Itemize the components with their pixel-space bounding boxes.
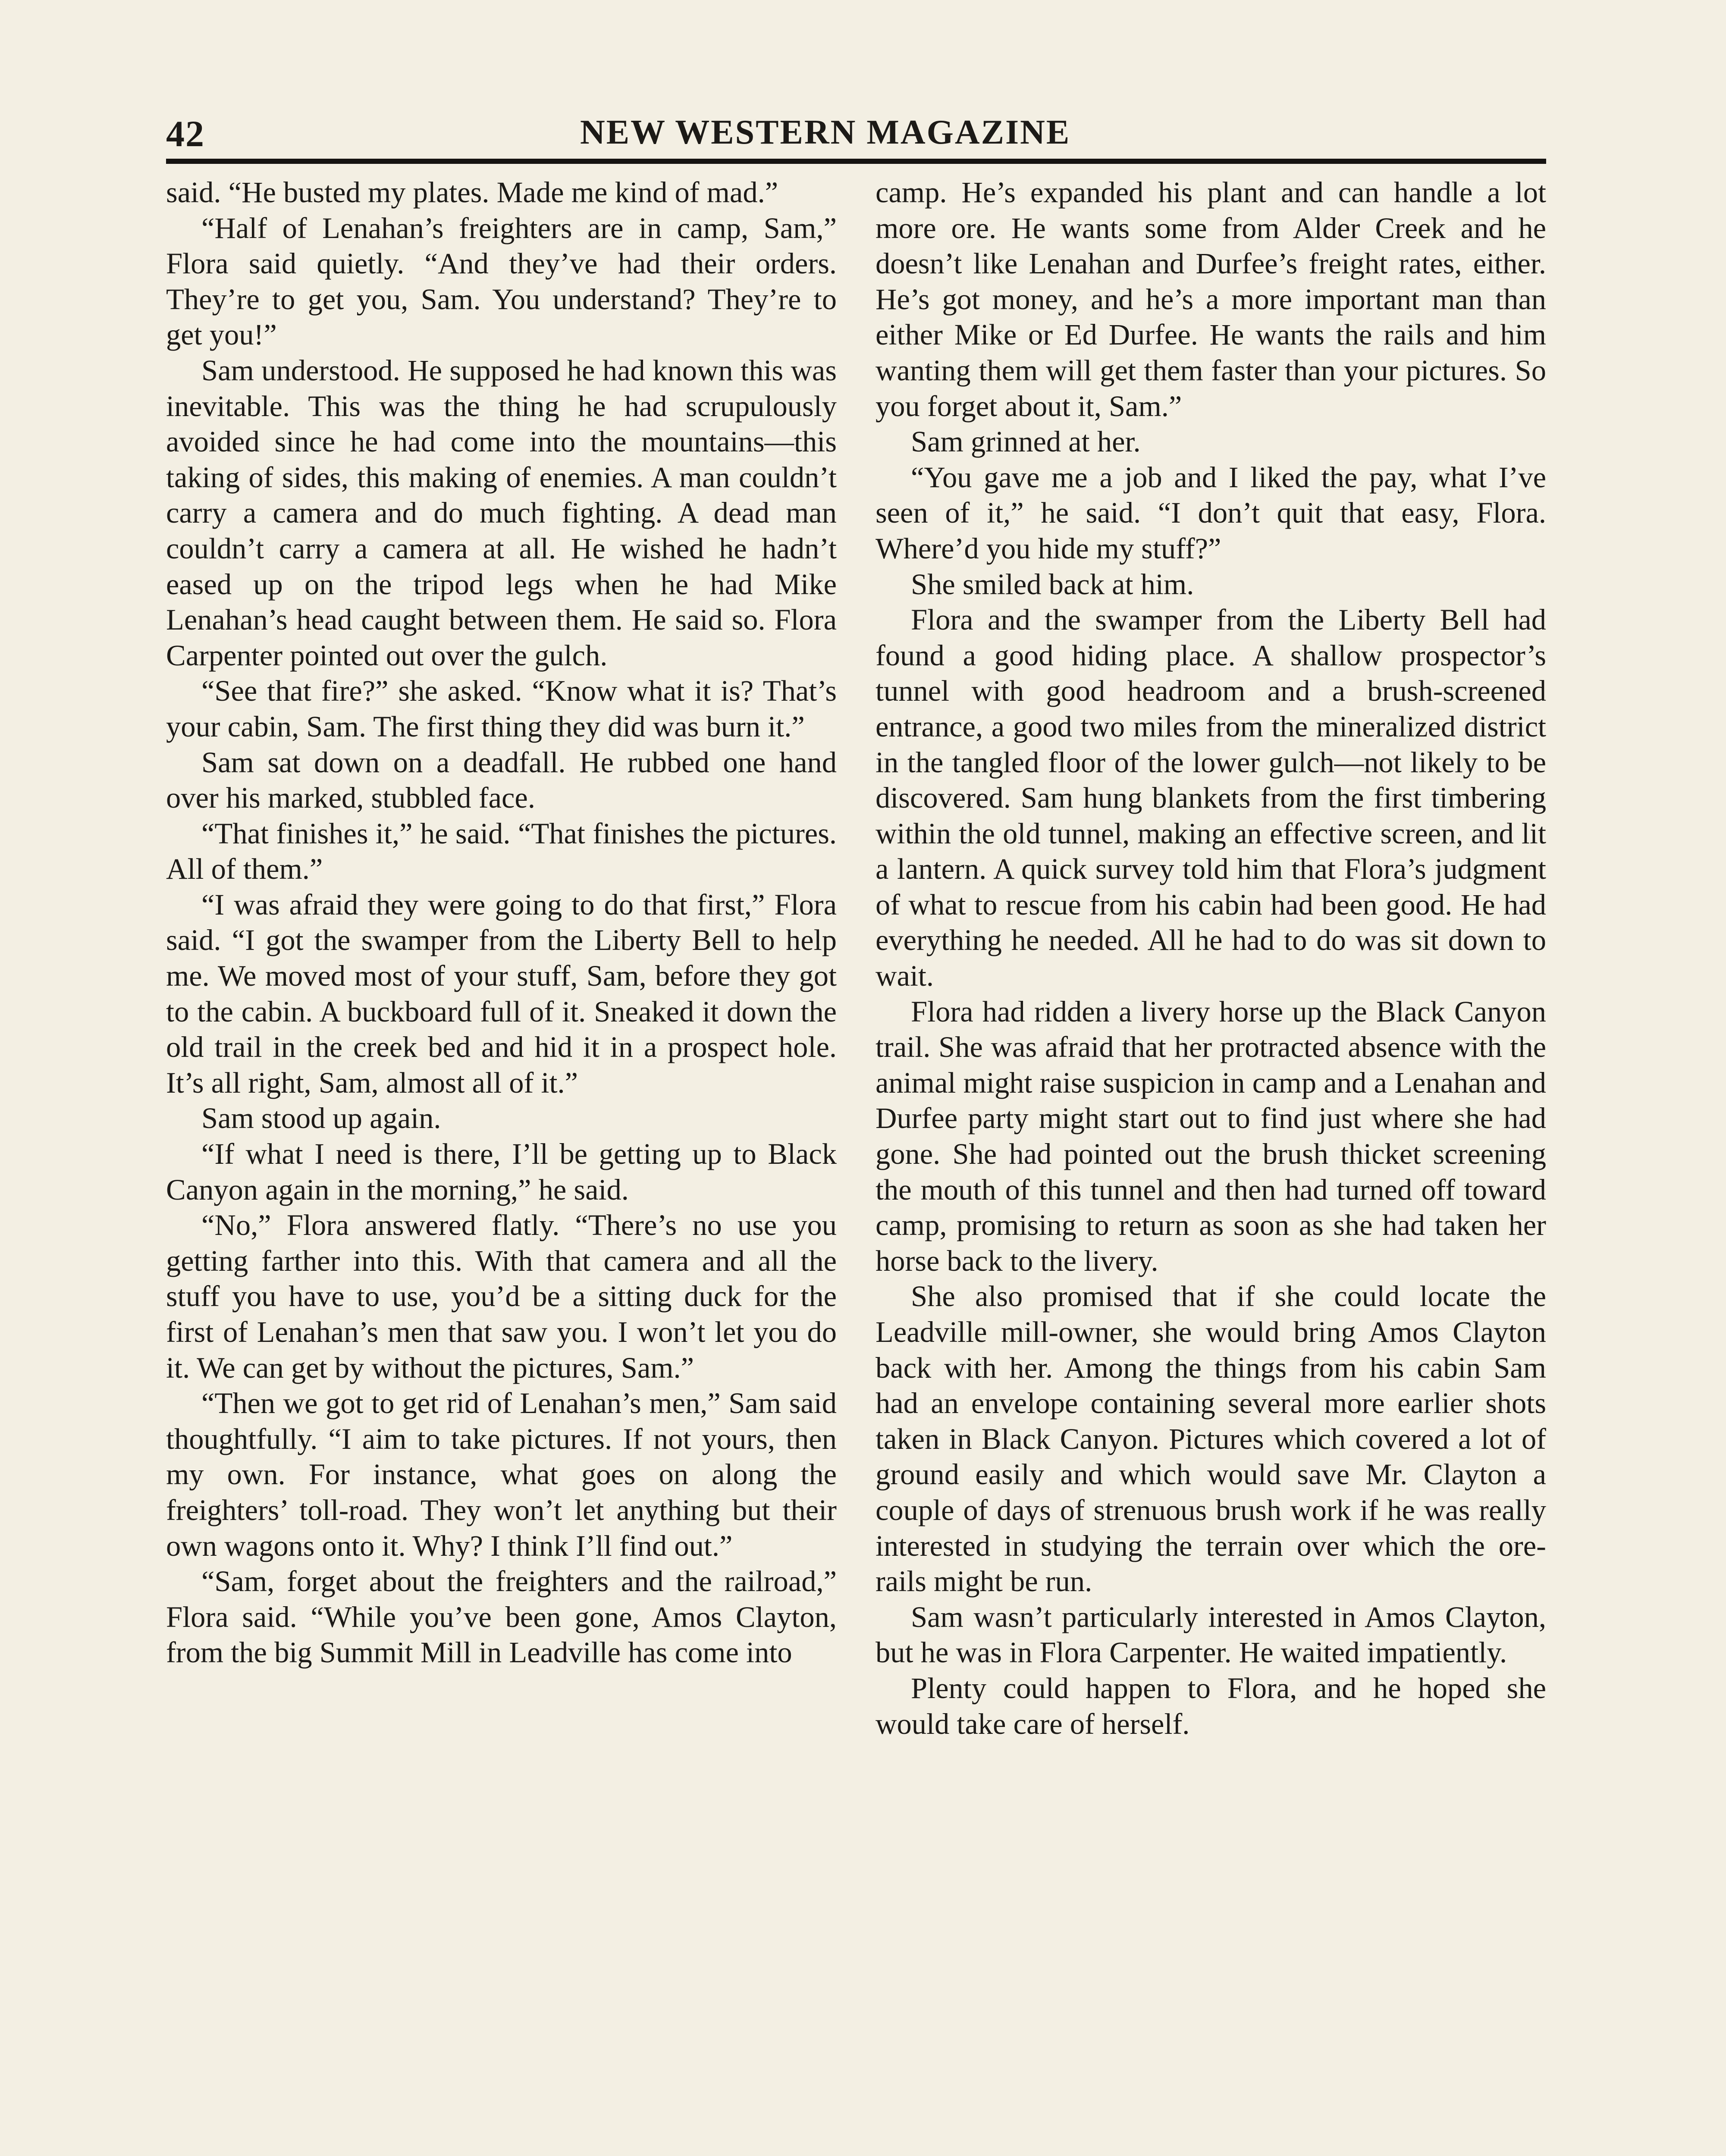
paragraph: “Sam, forget about the freighters and the railroad,” Flora said. “While you’ve been gone, Amos Clayton, from the big Summit Mill in Leadville has come into — [166, 1565, 837, 1669]
paragraph: Sam stood up again. — [201, 1102, 441, 1135]
paragraph: She smiled back at him. — [911, 567, 1194, 601]
left-column — [166, 175, 837, 2156]
paragraph: “I was afraid they were going to do that first,” Flora said. “I got the swamper from the Liberty Bell to help me. We moved most of your stuff, Sam, before they got to the cabin. A buckboard full of it. Sneaked it down the old trail in the creek bed and hid it in a prospect hole. It’s all right, Sam, almost all of it.” — [166, 888, 837, 1099]
page-number: 42 — [166, 113, 205, 154]
paragraph: camp. He’s expanded his plant and can handle a lot more ore. He wants some from Alder Creek and he doesn’t like Lenahan and Durfee’s freight rates, either. He’s got money, and he’s a more important man than either Mike or Ed Durfee. He wants the rails and him wanting them will get them faster than your pictures. So you forget about it, Sam.” — [876, 176, 1546, 423]
paragraph: Sam wasn’t particularly interested in Amos Clayton, but he was in Flora Carpenter. He waited impatiently. — [876, 1600, 1546, 1669]
paragraph: said. “He busted my plates. Made me kind of mad.” — [166, 176, 778, 209]
paragraph: Sam understood. He supposed he had known this was inevitable. This was the thing he had scrupulously avoided since he had come into the mountains—this taking of sides, this making of enemies. A man couldn’t carry a camera and do much fighting. A dead man couldn’t carry a camera at all. He wished he hadn’t eased up on the tripod legs when he had Mike Lenahan’s head caught between them. He said so. Flora Carpenter pointed out over the gulch. — [166, 354, 837, 672]
paragraph: Flora had ridden a livery horse up the Black Canyon trail. She was afraid that her protracted absence with the animal might raise suspicion in camp and a Lenahan and Durfee party might start out to find just where she had gone. She had pointed out the brush thicket screening the mouth of this tunnel and then had turned off toward camp, promising to return as soon as she had taken her horse back to the livery. — [876, 995, 1546, 1277]
paragraph: She also promised that if she could locate the Leadville mill-owner, she would bring Amos Clayton back with her. Among the things from his cabin Sam had an envelope containing several more earlier shots taken in Black Canyon. Pictures which covered a lot of ground easily and which would save Mr. Clayton a couple of days of strenuous brush work if he was really interested in studying the terrain over which the ore-rails might be run. — [876, 1280, 1546, 1598]
header-rule — [166, 159, 1546, 164]
paragraph: Sam grinned at her. — [911, 425, 1141, 458]
paragraph: Sam sat down on a deadfall. He rubbed one hand over his marked, stubbled face. — [166, 746, 837, 815]
paragraph: Flora and the swamper from the Liberty Bell had found a good hiding place. A shallow prospector’s tunnel with good headroom and a brush-screened entrance, a good two miles from the mineralized district in the tangled floor of the lower gulch—not likely to be discovered. Sam hung blankets from the first timbering within the old tunnel, making an effective screen, and lit a lantern. A quick survey told him that Flora’s judgment of what to rescue from his cabin had been good. He had everything he needed. All he had to do was sit down to wait. — [876, 603, 1546, 993]
page-header — [166, 103, 1546, 160]
paragraph: “No,” Flora answered flatly. “There’s no use you getting farther into this. With that camera and all the stuff you have to use, you’d be a sitting duck for the first of Lenahan’s men that saw you. I won’t let you do it. We can get by without the pictures, Sam.” — [166, 1209, 837, 1384]
paragraph: Plenty could happen to Flora, and he hoped she would take care of herself. — [876, 1671, 1546, 1740]
article-body — [166, 175, 1546, 2156]
paragraph: “You gave me a job and I liked the pay, what I’ve seen of it,” he said. “I don’t quit that easy, Flora. Where’d you hide my stuff?” — [876, 461, 1546, 565]
right-column — [876, 175, 1546, 2156]
paragraph: “That finishes it,” he said. “That finishes the pictures. All of them.” — [166, 817, 837, 886]
paragraph: “Half of Lenahan’s freighters are in camp, Sam,” Flora said quietly. “And they’ve had their orders. They’re to get you, Sam. You understand? They’re to get you!” — [166, 211, 837, 351]
paragraph: “Then we got to get rid of Lenahan’s men,” Sam said thoughtfully. “I aim to take pictures. If not yours, then my own. For instance, what goes on along the freighters’ toll-road. They won’t let anything but their own wagons onto it. Why? I think I’ll find out.” — [166, 1387, 837, 1562]
paragraph: “If what I need is there, I’ll be getting up to Black Canyon again in the morning,” he said. — [166, 1138, 837, 1206]
magazine-title: NEW WESTERN MAGAZINE — [580, 113, 1071, 151]
paragraph: “See that fire?” she asked. “Know what it is? That’s your cabin, Sam. The first thing they did was burn it.” — [166, 674, 837, 743]
